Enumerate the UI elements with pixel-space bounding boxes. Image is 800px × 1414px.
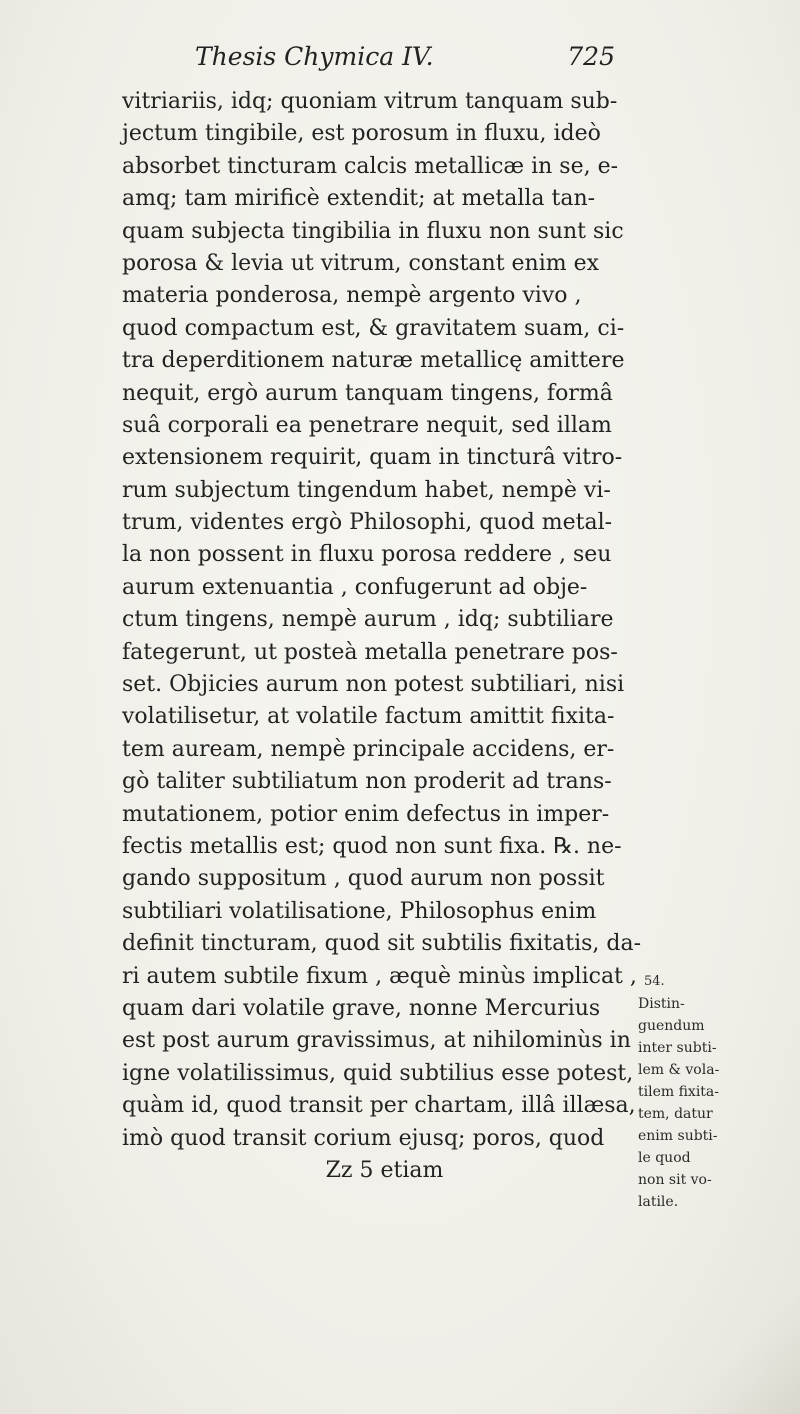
text-line: imò quod transit corium ejusq; poros, quod bbox=[122, 1125, 605, 1151]
text-line: volatilisetur, at volatile factum amittit fixita- bbox=[122, 704, 615, 730]
page-header bbox=[195, 42, 615, 78]
text-line: absorbet tincturam calcis metallicæ in se, e- bbox=[122, 153, 619, 179]
text-line: porosa & levia ut vitrum, constant enim ex bbox=[122, 250, 600, 276]
text-line: est post aurum gravissimus, at nihilominùs in bbox=[122, 1028, 631, 1054]
body-text bbox=[122, 86, 642, 1187]
text-line: nequit, ergò aurum tanquam tingens, formâ bbox=[122, 380, 613, 406]
margin-note-number: 54. bbox=[644, 974, 665, 989]
text-line: amq; tam mirificè extendit; at metalla tan- bbox=[122, 186, 596, 212]
text-line: suâ corporali ea penetrare nequit, sed illam bbox=[122, 412, 612, 438]
signature-catchword-line: Zz 5 etiam bbox=[325, 1157, 444, 1183]
margin-note-line: guendum bbox=[638, 1018, 705, 1034]
text-line: ri autem subtile fixum , æquè minùs implicat , bbox=[122, 963, 637, 989]
text-line: la non possent in fluxu porosa reddere , seu bbox=[122, 542, 612, 568]
margin-note-line: le quod bbox=[638, 1150, 691, 1166]
text-line: materia ponderosa, nempè argento vivo , bbox=[122, 283, 582, 309]
margin-note-line: tilem fixita- bbox=[638, 1084, 720, 1100]
margin-note-line: non sit vo- bbox=[638, 1172, 712, 1188]
text-line: subtiliari volatilisatione, Philosophus enim bbox=[122, 898, 597, 924]
text-line: quàm id, quod transit per chartam, illâ illæsa, bbox=[122, 1093, 636, 1119]
text-line: gò taliter subtiliatum non proderit ad trans- bbox=[122, 769, 612, 795]
text-line: fectis metallis est; quod non sunt fixa. ℞. ne- bbox=[122, 833, 622, 859]
text-line: quam subjecta tingibilia in fluxu non sunt sic bbox=[122, 218, 624, 244]
text-line: extensionem requirit, quam in tincturâ vitro- bbox=[122, 445, 623, 471]
text-line: set. Objicies aurum non potest subtiliari, nisi bbox=[122, 672, 625, 698]
margin-note-line: Distin- bbox=[638, 996, 685, 1012]
text-line: gando suppositum , quod aurum non possit bbox=[122, 866, 605, 892]
text-line: ctum tingens, nempè aurum , idq; subtiliare bbox=[122, 607, 614, 633]
text-line: jectum tingibile, est porosum in fluxu, ideò bbox=[122, 121, 601, 147]
text-line: igne volatilissimus, quid subtilius esse potest, bbox=[122, 1060, 634, 1086]
margin-note-line: lem & vola- bbox=[638, 1062, 720, 1078]
page-number: 725 bbox=[567, 42, 615, 71]
text-line: quod compactum est, & gravitatem suam, ci- bbox=[122, 315, 625, 341]
text-line: mutationem, potior enim defectus in imper- bbox=[122, 801, 610, 827]
margin-note-line: latile. bbox=[638, 1194, 679, 1210]
running-title: Thesis Chymica IV. bbox=[195, 42, 434, 71]
text-line: tem auream, nempè principale accidens, er- bbox=[122, 736, 615, 762]
text-line: definit tincturam, quod sit subtilis fixitatis, da- bbox=[122, 931, 642, 957]
text-line: aurum extenuantia , confugerunt ad obje- bbox=[122, 574, 588, 600]
page-corner-shadow bbox=[640, 1254, 800, 1414]
text-line: vitriariis, idq; quoniam vitrum tanquam sub- bbox=[122, 89, 618, 114]
text-line: quam dari volatile grave, nonne Mercurius bbox=[122, 995, 601, 1021]
text-line: rum subjectum tingendum habet, nempè vi- bbox=[122, 477, 611, 503]
margin-note-line: enim subti- bbox=[638, 1128, 718, 1144]
text-line: fategerunt, ut posteà metalla penetrare pos- bbox=[122, 639, 618, 665]
margin-note-line: inter subti- bbox=[638, 1040, 717, 1056]
text-line: tra deperditionem naturæ metallicę amittere bbox=[122, 348, 625, 374]
margin-note-line: tem, datur bbox=[638, 1106, 713, 1122]
text-line: trum, videntes ergò Philosophi, quod metal- bbox=[122, 510, 613, 536]
margin-note bbox=[638, 971, 758, 1213]
